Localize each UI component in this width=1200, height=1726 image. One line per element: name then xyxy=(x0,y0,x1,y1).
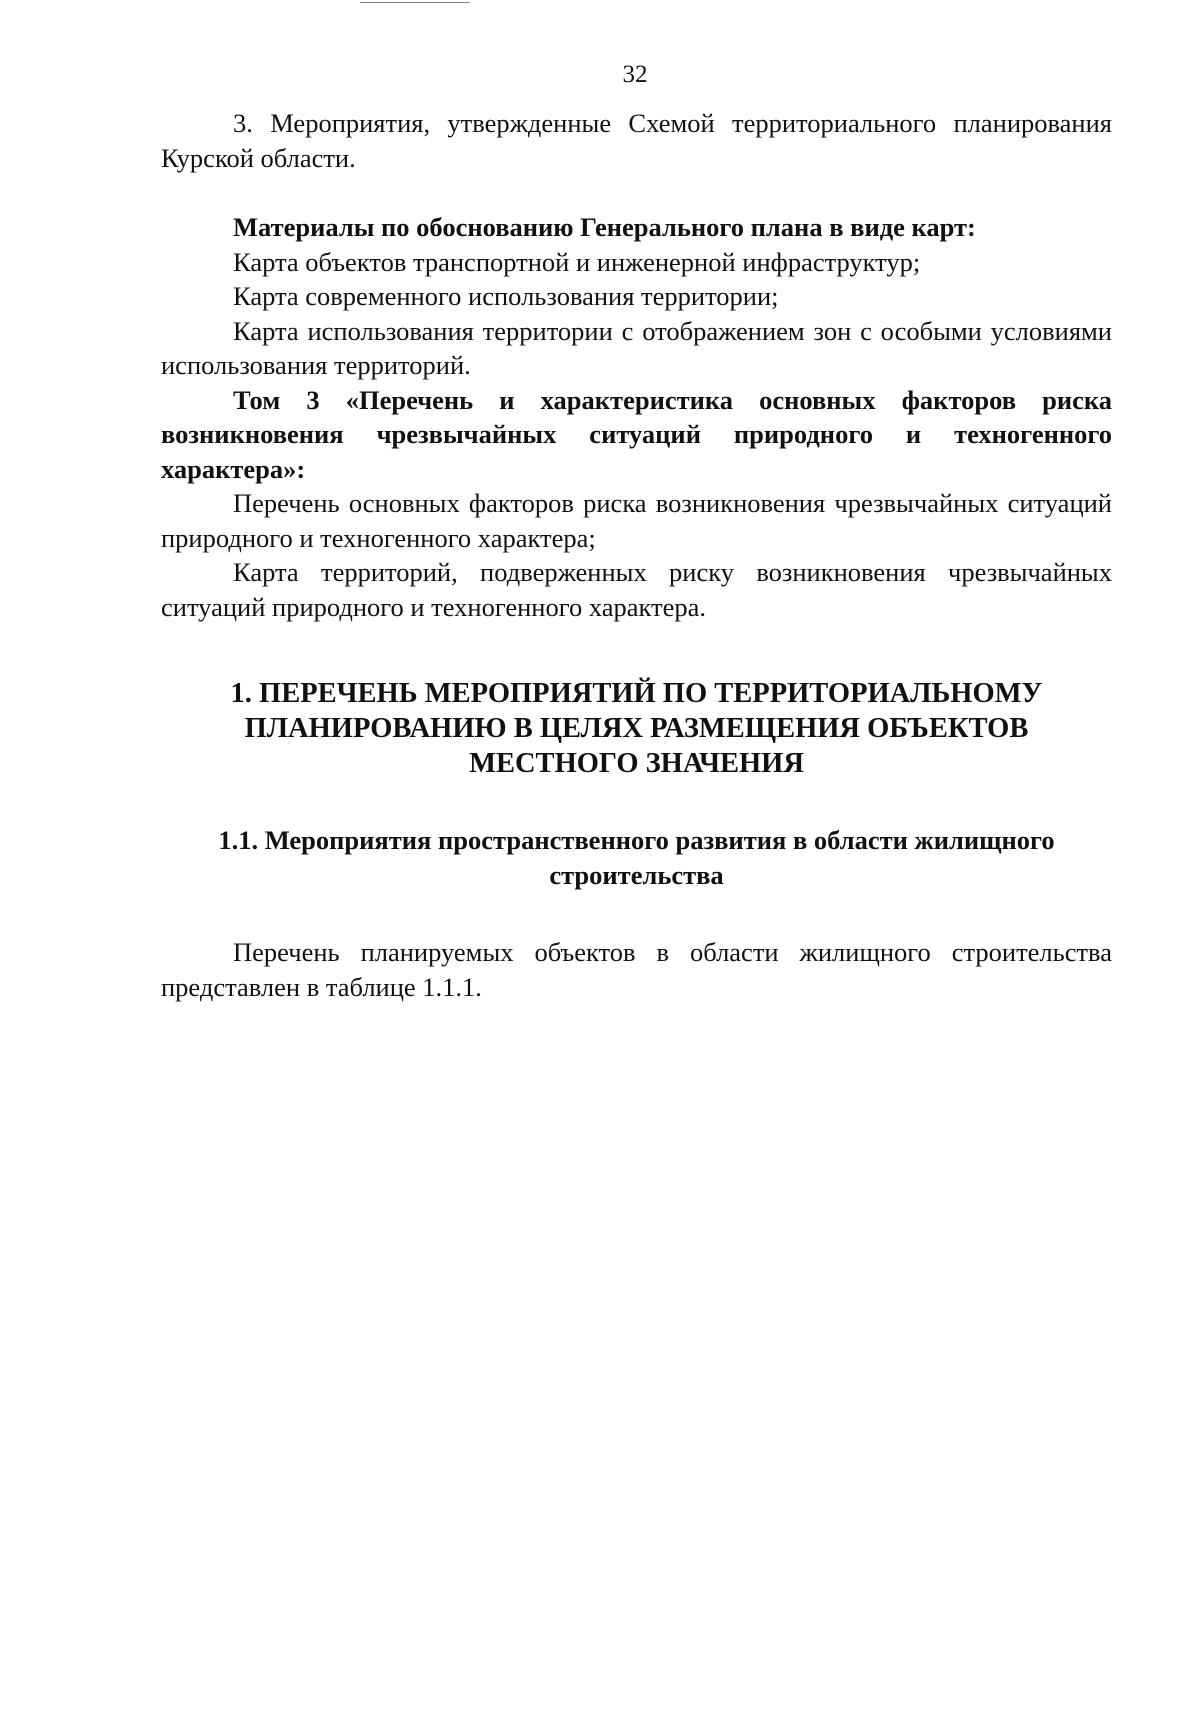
section-1-1-text: Перечень планируемых объектов в области жилищного строительства представлен в таблице 1.1.1. xyxy=(161,937,1112,1002)
volume-3-heading: Том 3 «Перечень и характеристика основных факторов риска возникновения чрезвычайных ситуаций природного и техногенного характера»: xyxy=(161,384,1112,484)
map-item-infrastructure: Карта объектов транспортной и инженерной инфраструктур; xyxy=(233,246,921,277)
spacer xyxy=(161,624,1112,676)
volume-3-item-factors: Перечень основных факторов риска возникновения чрезвычайных ситуаций природного и техногенного характера; xyxy=(161,488,1112,553)
maps-heading: Материалы по обоснованию Генерального плана в виде карт: xyxy=(233,212,976,242)
page-content xyxy=(161,106,1112,1004)
map-item-current-use: Карта современного использования территории; xyxy=(233,281,779,311)
spacer xyxy=(161,175,1112,210)
page-number: 32 xyxy=(622,61,648,88)
map-item-special-zones: Карта использования территории с отображением зон с особыми условиями использования территорий. xyxy=(161,315,1112,380)
spacer xyxy=(161,893,1112,935)
spacer xyxy=(161,781,1112,823)
section-1-1-title: 1.1. Мероприятия пространственного развития в области жилищного строительства xyxy=(218,825,1055,890)
section-1-title: 1. ПЕРЕЧЕНЬ МЕРОПРИЯТИЙ ПО ТЕРРИТОРИАЛЬНОМУ ПЛАНИРОВАНИЮ В ЦЕЛЯХ РАЗМЕЩЕНИЯ ОБЪЕКТОВ МЕСТНОГО ЗНАЧЕНИЯ xyxy=(230,678,1043,779)
paragraph-measures: 3. Мероприятия, утвержденные Схемой территориального планирования Курской области. xyxy=(161,108,1112,173)
volume-3-item-risk-map: Карта территорий, подверженных риску возникновения чрезвычайных ситуаций природного и техногенного характера. xyxy=(161,557,1112,622)
scan-artifact xyxy=(360,2,470,3)
